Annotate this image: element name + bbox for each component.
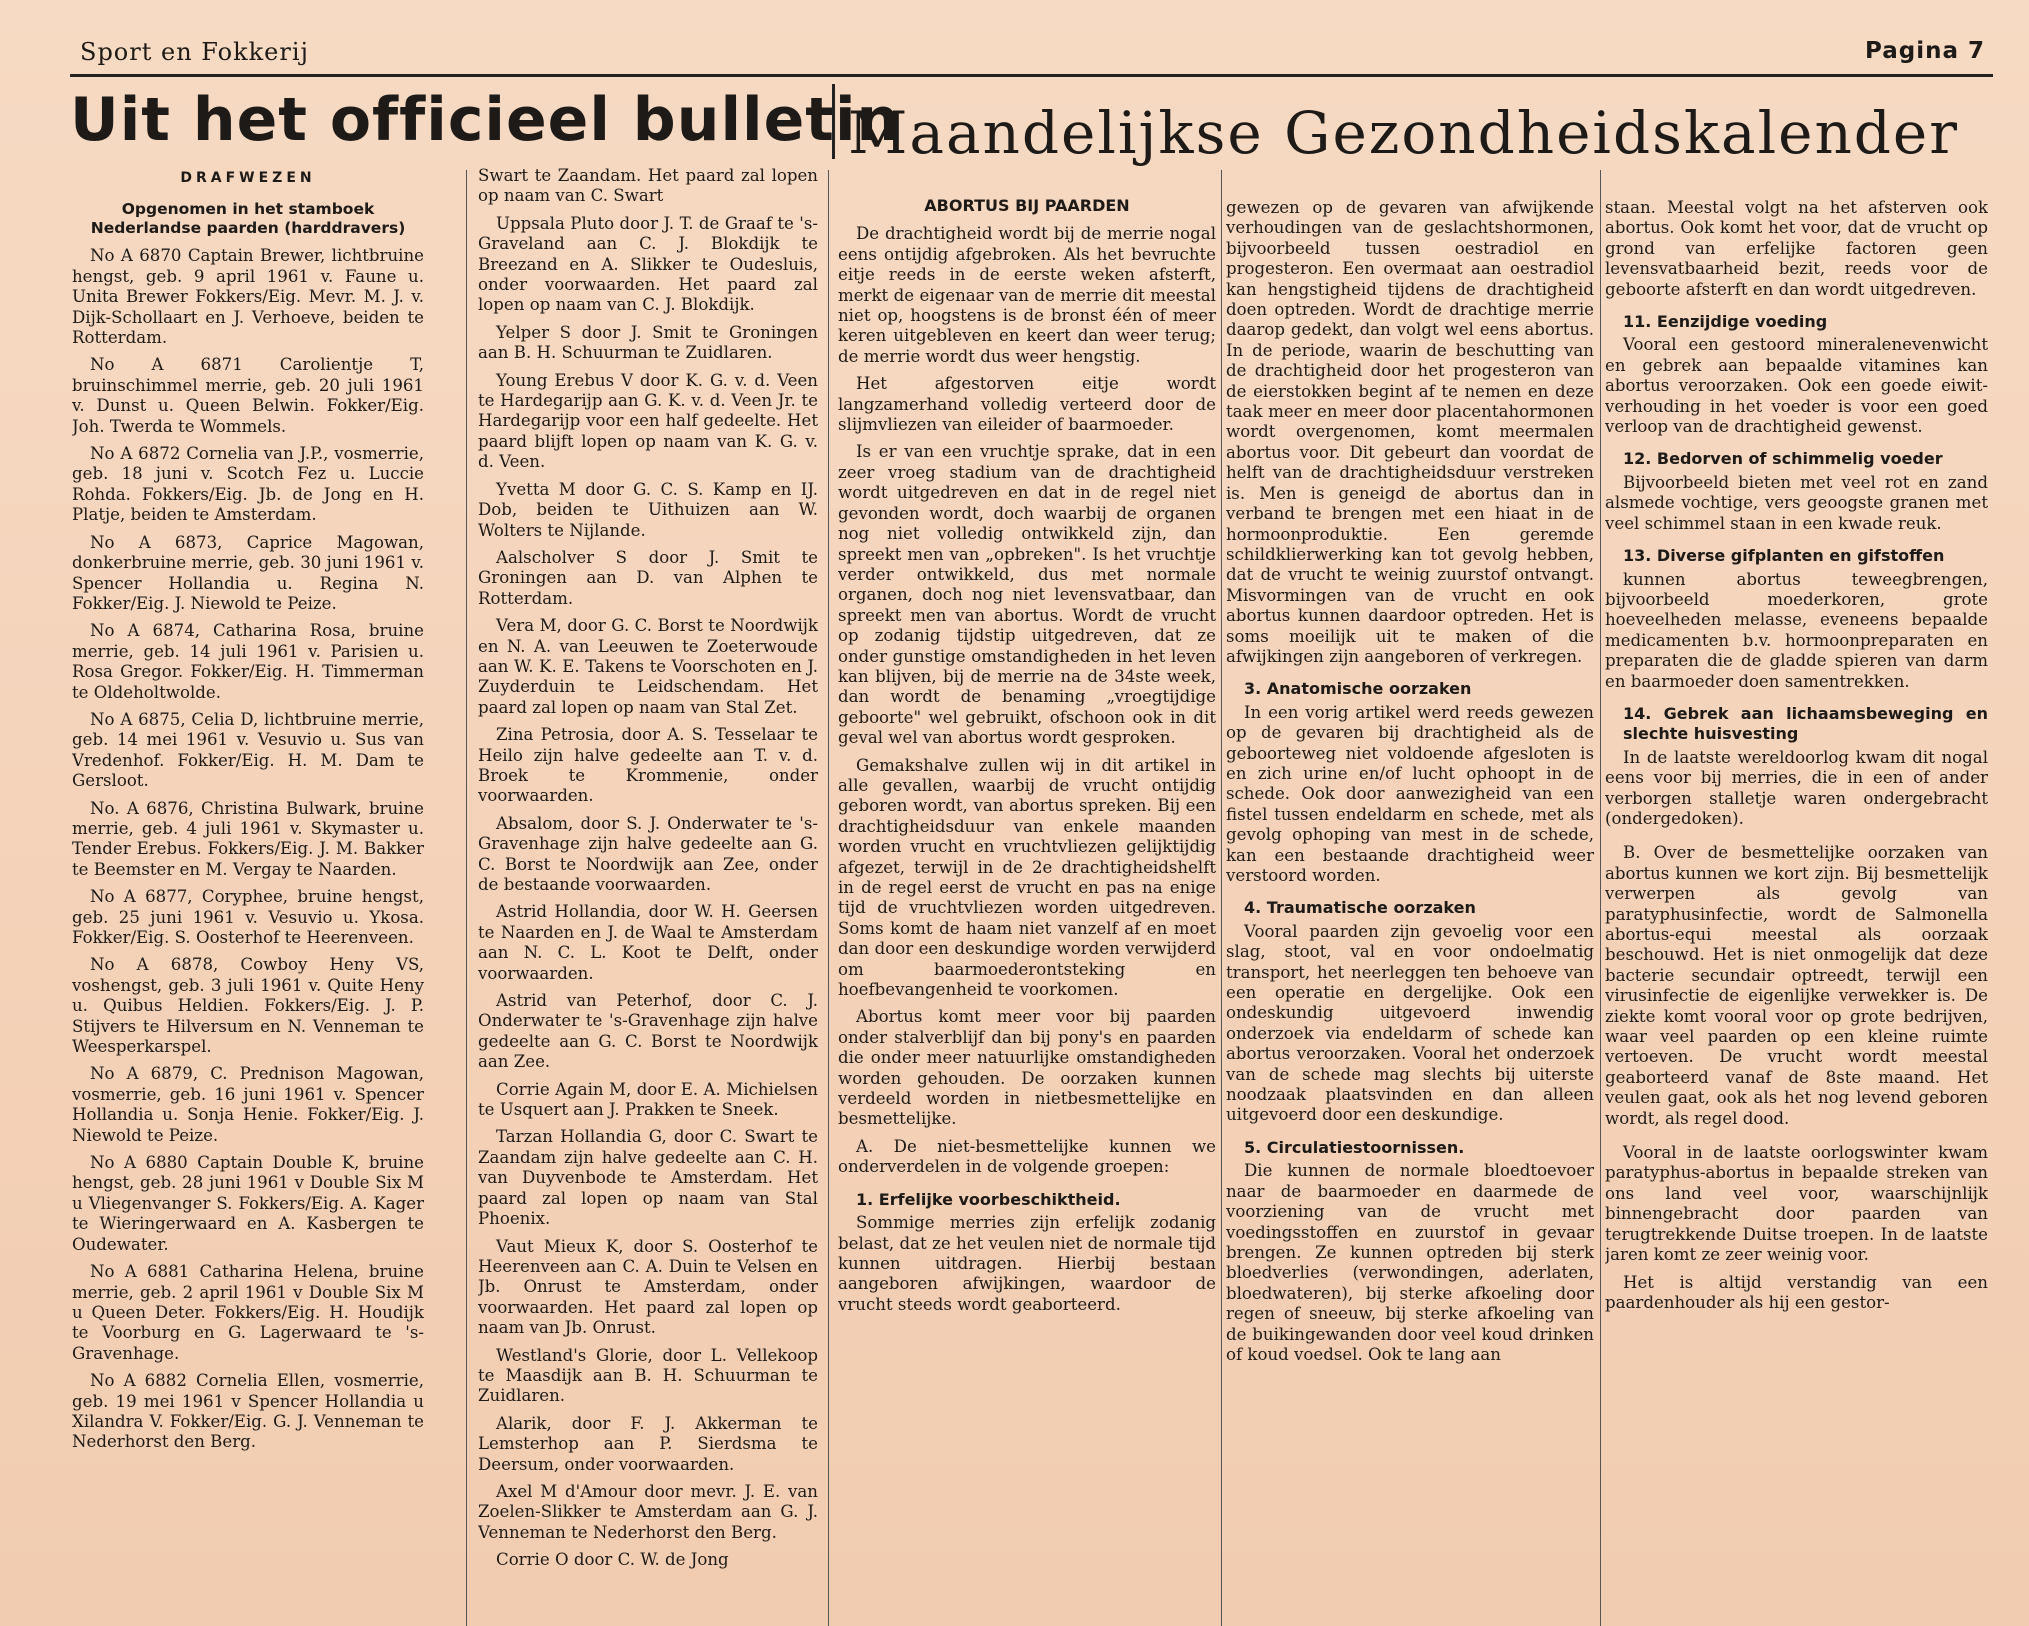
bulletin-column-1 xyxy=(72,166,424,1626)
subsection-heading: 12. Bedorven of schimmelig voeder xyxy=(1623,449,1943,469)
subsection-heading: 11. Eenzijdige voeding xyxy=(1623,312,1828,332)
article-paragraph: Het afgestorven eitje wordt langzamerhand volledig verteerd door de slijmvliezen van eileider of baarmoeder. xyxy=(838,374,1216,435)
registry-entry: No A 6872 Cornelia van J.P., vosmerrie, geb. 18 juni v. Scotch Fez u. Luccie Rohda. Fokkers/Eig. Jb. de Jong en H. Platje, beiden te Amsterdam. xyxy=(72,444,424,525)
article-column-2 xyxy=(1226,198,1594,1626)
transfer-entry: Yvetta M door G. C. S. Kamp en IJ. Dob, beiden te Uithuizen aan W. Wolters te Nijlande. xyxy=(478,479,818,540)
registry-entry: No A 6882 Cornelia Ellen, vosmerrie, geb. 19 mei 1961 v Spencer Hollandia u Xilandra V. Fokker/Eig. G. J. Venneman te Nederhorst den Berg. xyxy=(72,1371,424,1452)
bulletin-title: Uit het officieel bulletin xyxy=(70,85,901,155)
article-paragraph: Vooral een gestoord mineralenevenwicht en gebrek aan bepaalde vitamines kan abortus veroorzaken. Ook een goede eiwit-verhouding in het voeder is voor een goed verloop van de drachtigheid gewenst. xyxy=(1605,335,1988,437)
section-heading: DRAFWEZEN xyxy=(180,170,316,186)
registry-entry: No A 6880 Captain Double K, bruine hengst, geb. 28 juni 1961 v Double Six M u Vliegenvanger S. Fokkers/Eig. A. Kager te Wieringerwaard en A. Kasbergen te Oudewater. xyxy=(72,1153,424,1254)
transfer-entry: Vaut Mieux K, door S. Oosterhof te Heerenveen aan C. A. Duin te Velsen en Jb. Onrust te Amsterdam, onder voorwaarden. Het paard zal lopen op naam van Jb. Onrust. xyxy=(478,1236,818,1338)
article-paragraph: Het is altijd verstandig van een paardenhouder als hij een gestor- xyxy=(1605,1272,1988,1312)
transfer-entry: Young Erebus V door K. G. v. d. Veen te Hardegarijp aan G. K. v. d. Veen Jr. te Hardegarijp voor een half gedeelte. Het paard blijft lopen op naam van K. G. v. d. Veen. xyxy=(478,370,818,472)
transfer-entry: Uppsala Pluto door J. T. de Graaf te 's-Graveland aan C. J. Blokdijk te Breezand en A. Slikker te Oudesluis, onder voorwaarden. Het paard zal lopen op naam van C. J. Blokdijk. xyxy=(478,213,818,315)
transfer-entry: Corrie Again M, door E. A. Michielsen te Usquert aan J. Prakken te Sneek. xyxy=(478,1079,818,1120)
title-divider xyxy=(832,84,835,159)
registry-entry: No A 6879, C. Prednison Magowan, vosmerrie, geb. 16 juni 1961 v. Spencer Hollandia u. Sonja Henie. Fokker/Eig. J. Niewold te Peize. xyxy=(72,1064,424,1145)
health-calendar-title: Maandelijkse Gezondheidskalender xyxy=(848,99,1959,167)
article-paragraph: In een vorig artikel werd reeds gewezen op de gevaren bij drachtigheid als de geboorteweg niet voldoende afgesloten is en zich urine en/of lucht ophoopt in de schede. Ook door aanwezigheid van een fistel tussen endeldarm en schede, met als gevolg ophoping van mest in de schede, kan een bestaande drachtigheid weer verstoord worden. xyxy=(1226,702,1594,885)
subsection-heading: 5. Circulatiestoornissen. xyxy=(1244,1137,1465,1157)
article-paragraph: staan. Meestal volgt na het afsterven ook abortus. Ook komt het voor, dat de vrucht op grond van erfelijke factoren geen levensvatbaarheid bezit, reeds voor de geboorte afsterft en dan wordt uitgedreven. xyxy=(1605,198,1988,299)
subsection-heading: 4. Traumatische oorzaken xyxy=(1244,898,1476,918)
article-paragraph: Vooral paarden zijn gevoelig voor een slag, stoot, val en voor ondoelmatig transport, het neerleggen ten behoeve van een operatie en dergelijke. Ook een ondeskundig uitgevoerd inwendig onderzoek via endeldarm of schede kan abortus veroorzaken. Vooral het onderzoek van de schede mag slechts bij uiterste noodzaak plaatsvinden en dan alleen uitgevoerd door een deskundige. xyxy=(1226,921,1594,1125)
transfer-entry: Westland's Glorie, door L. Vellekoop te Maasdijk aan B. H. Schuurman te Zuidlaren. xyxy=(478,1345,818,1406)
article-paragraph: Vooral in de laatste oorlogswinter kwam paratyphus-abortus in bepaalde streken van ons land veel voor, waarschijnlijk binnengebracht door paarden van terugtrekkende Duitse troepen. In de laatste jaren komt ze zeer weinig voor. xyxy=(1605,1143,1988,1265)
registry-entry: No A 6870 Captain Brewer, lichtbruine hengst, geb. 9 april 1961 v. Faune u. Unita Brewer Fokkers/Eig. Mevr. M. J. v. Dijk-Schollaart en J. Verhoeve, beiden te Rotterdam. xyxy=(72,246,424,348)
transfer-entry: Zina Petrosia, door A. S. Tesselaar te Heilo zijn halve gedeelte aan T. v. d. Broek te Krommenie, onder voorwaarden. xyxy=(478,725,818,806)
transfer-entry: Alarik, door F. J. Akkerman te Lemsterhop aan P. Sierdsma te Deersum, onder voorwaarden. xyxy=(478,1413,818,1474)
article-column-1 xyxy=(838,196,1216,1626)
registry-subheading: Opgenomen in het stamboek Nederlandse paarden (harddravers) xyxy=(90,200,406,238)
article-paragraph: Bijvoorbeeld bieten met veel rot en zand alsmede vochtige, vers geoogste granen met veel schimmel staan in een kwade reuk. xyxy=(1605,472,1988,533)
article-paragraph: gewezen op de gevaren van afwijkende verhoudingen van de geslachtshormonen, bijvoorbeeld tussen oestradiol en progesteron. Een overmaat aan oestradiol kan hengstigheid tijdens de drachtigheid doen optreden. Wordt de drachtige merrie daarop gedekt, dan volgt wel eens abortus. In de periode, waarin de beschutting van de drachtigheid door het progesteron van de eierstokken begint af te nemen en deze taak meer en meer door placentahormonen wordt overgenomen, komt meermalen abortus voor. Dit gebeurt dan voordat de helft van de drachtigheidsduur verstreken is. Men is geneigd de abortus dan in verband te brengen met een hiaat in de hormoonproduktie. Een geremde schildklierwerking kan tot gevolg hebben, dat de vrucht te weinig zuurstof ontvangt. Misvormingen van de vrucht en ook abortus kunnen daardoor optreden. Het is soms moeilijk uit te maken of die afwijkingen zijn aangeboren of verkregen. xyxy=(1226,198,1594,666)
subsection-heading: 3. Anatomische oorzaken xyxy=(1244,679,1472,699)
article-heading: ABORTUS BIJ PAARDEN xyxy=(924,196,1130,215)
page-number: Pagina 7 xyxy=(1864,38,1985,64)
article-paragraph: B. Over de besmettelijke oorzaken van abortus kunnen we kort zijn. Bij besmettelijk verwerpen als gevolg van paratyphusinfectie, wordt de Salmonella abortus-equi meestal als oorzaak beschouwd. Het is niet onmogelijk dat deze bacterie secundair optreedt, terwijl een virusinfectie de eigenlijke verwekker is. De ziekte komt vooral voor op grote bedrijven, waar veel paarden op een kleine ruimte vertoeven. De vrucht wordt meestal geaborteerd vanaf de 8ste maand. Het veulen gaat, ook als het nog levend geboren wordt, als regel dood. xyxy=(1605,843,1988,1128)
article-paragraph: A. De niet-besmettelijke kunnen we onderverdelen in de volgende groepen: xyxy=(838,1136,1216,1177)
article-paragraph: In de laatste wereldoorlog kwam dit nogal eens voor bij merries, die in een of ander verborgen stalletje waren ondergebracht (ondergedoken). xyxy=(1605,747,1988,828)
transfer-entry: Yelper S door J. Smit te Groningen aan B. H. Schuurman te Zuidlaren. xyxy=(478,322,818,363)
transfer-entry: Aalscholver S door J. Smit te Groningen aan D. van Alphen te Rotterdam. xyxy=(478,547,818,608)
transfer-entry: Tarzan Hollandia G, door C. Swart te Zaandam zijn halve gedeelte aan C. H. van Duyvenbode te Amsterdam. Het paard zal lopen op naam van Stal Phoenix. xyxy=(478,1127,818,1229)
registry-entry: No A 6878, Cowboy Heny VS, voshengst, geb. 3 juli 1961 v. Quite Heny u. Quibus Heldien. Fokkers/Eig. J. P. Stijvers te Hilversum en N. Venneman te Weesperkarspel. xyxy=(72,955,424,1057)
registry-entry: No A 6871 Carolientje T, bruinschimmel merrie, geb. 20 juli 1961 v. Dunst u. Queen Belwin. Fokker/Eig. Joh. Twerda te Wommels. xyxy=(72,355,424,436)
column-rule xyxy=(828,170,829,1626)
article-paragraph: Sommige merries zijn erfelijk zodanig belast, dat ze het veulen niet de normale tijd kunnen uitdragen. Hierbij bestaan aangeboren afwijkingen, waardoor de vrucht steeds wordt geaborteerd. xyxy=(838,1213,1216,1314)
article-column-3 xyxy=(1605,198,1988,1626)
transfer-entry: Vera M, door G. C. Borst te Noordwijk en N. A. van Leeuwen te Zoeterwoude aan W. K. E. Takens te Voorschoten en J. Zuyderduin te Leidschendam. Het paard zal lopen op naam van Stal Zet. xyxy=(478,616,818,717)
article-paragraph: Gemakshalve zullen wij in dit artikel in alle gevallen, waarbij de vrucht ontijdig geboren wordt, van abortus spreken. Bij een drachtigheidsduur van enkele maanden worden vrucht en vruchtvliezen gelijktijdig afgezet, terwijl in de 2e drachtigheidshelft in de regel eerst de vrucht en pas na enige tijd de vruchtvliezen worden uitgedreven. Soms komt de haam niet vanzelf af en moet dan door een deskundige worden verwijderd om baarmoederontsteking en hoefbevangenheid te voorkomen. xyxy=(838,755,1216,1000)
article-paragraph: kunnen abortus teweegbrengen, bijvoorbeeld moederkoren, grote hoeveelheden melasse, eveneens bepaalde medicamenten b.v. hormoonpreparaten en preparaten die de gladde spieren van darm en baarmoeder doen samentrekken. xyxy=(1605,569,1988,691)
registry-entry: No. A 6876, Christina Bulwark, bruine merrie, geb. 4 juli 1961 v. Skymaster u. Tender Erebus. Fokkers/Eig. J. M. Bakker te Beemster en M. Vergay te Naarden. xyxy=(72,798,424,879)
article-paragraph: Die kunnen de normale bloedtoevoer naar de baarmoeder en daarmede de voorziening van de vrucht met voedingsstoffen en zuurstof in gevaar brengen. Ze kunnen optreden bij sterk bloedverlies (verwondingen, aderlaten, bloedwateren), bij sterke afkoeling door regen of sneeuw, bij sterke afkoeling van de buikingewanden door veel koud drinken of koud voedsel. Ook te lang aan xyxy=(1226,1161,1594,1364)
registry-entry: No A 6874, Catharina Rosa, bruine merrie, geb. 14 juli 1961 v. Parisien u. Rosa Gregor. Fokker/Eig. H. Timmerman te Oldeholtwolde. xyxy=(72,621,424,702)
section-name: Sport en Fokkerij xyxy=(80,38,309,66)
transfer-entry: Absalom, door S. J. Onderwater te 's-Gravenhage zijn halve gedeelte aan G. C. Borst te Noordwijk aan Zee, onder de bestaande voorwaarden. xyxy=(478,813,818,894)
transfer-entry: Corrie O door C. W. de Jong xyxy=(496,1550,729,1570)
transfer-entry: Astrid van Peterhof, door C. J. Onderwater te 's-Gravenhage zijn halve gedeelte aan G. C. Borst te Noordwijk aan Zee. xyxy=(478,991,818,1072)
article-paragraph: Abortus komt meer voor bij paarden onder stalverblijf dan bij pony's en paarden die onder meer natuurlijke omstandigheden worden gehouden. De oorzaken kunnen verdeeld worden in nietbesmettelijke en besmettelijke. xyxy=(838,1007,1216,1129)
column-rule xyxy=(1221,170,1222,1626)
bulletin-column-2 xyxy=(478,166,818,1626)
column-rule xyxy=(1600,170,1601,1626)
registry-entry: No A 6877, Coryphee, bruine hengst, geb. 25 juni 1961 v. Vesuvio u. Ykosa. Fokker/Eig. S. Oosterhof te Heerenveen. xyxy=(72,887,424,947)
subsection-heading: 14. Gebrek aan lichaamsbeweging en slechte huisvesting xyxy=(1623,703,1988,744)
subsection-heading: 13. Diverse gifplanten en gifstoffen xyxy=(1623,546,1945,566)
registry-entry: No A 6875, Celia D, lichtbruine merrie, geb. 14 mei 1961 v. Vesuvio u. Sus van Vredenhof. Fokker/Eig. H. M. Dam te Gersloot. xyxy=(72,709,424,791)
column-rule xyxy=(466,170,467,1626)
header-rule xyxy=(70,74,1993,77)
transfer-entry: Swart te Zaandam. Het paard zal lopen op naam van C. Swart xyxy=(478,166,818,206)
article-paragraph: Is er van een vruchtje sprake, dat in een zeer vroeg stadium van de drachtigheid wordt uitgedreven en dat in de regel niet gevonden wordt, doch waarbij de organen nog niet volledig ontwikkeld zijn, dan spreekt men van „opbreken". Is het vruchtje verder ontwikkeld, dus met normale organen, doch nog niet levensvatbaar, dan spreekt men van abortus. Wordt de vrucht op zodanig tijdstip uitgedreven, dat ze onder gunstige omstandigheden in het leven kan blijven, bij de merrie na de 34ste week, dan wordt de benaming „vroegtijdige geboorte" wel gebruikt, ofschoon ook in dit geval wel van abortus wordt gesproken. xyxy=(838,442,1216,748)
subsection-heading: 1. Erfelijke voorbeschiktheid. xyxy=(856,1189,1121,1209)
transfer-entry: Axel M d'Amour door mevr. J. E. van Zoelen-Slikker te Amsterdam aan G. J. Venneman te Nederhorst den Berg. xyxy=(478,1481,818,1542)
article-paragraph: De drachtigheid wordt bij de merrie nogal eens ontijdig afgebroken. Als het bevruchte eitje reeds in de eerste weken afsterft, merkt de eigenaar van de merrie dit meestal niet op, hoogstens is de bronst één of meer keren uitgebleven en keert dan weer terug; de merrie wordt dus weer hengstig. xyxy=(838,224,1216,366)
registry-entry: No A 6873, Caprice Magowan, donkerbruine merrie, geb. 30 juni 1961 v. Spencer Hollandia u. Regina N. Fokker/Eig. J. Niewold te Peize. xyxy=(72,532,424,613)
transfer-entry: Astrid Hollandia, door W. H. Geersen te Naarden en J. de Waal te Amsterdam aan N. C. L. Koot te Delft, onder voorwaarden. xyxy=(478,902,818,983)
registry-entry: No A 6881 Catharina Helena, bruine merrie, geb. 2 april 1961 v Double Six M u Queen Deter. Fokkers/Eig. H. Houdijk te Voorburg en G. Lagerwaard te 's-Gravenhage. xyxy=(72,1262,424,1363)
